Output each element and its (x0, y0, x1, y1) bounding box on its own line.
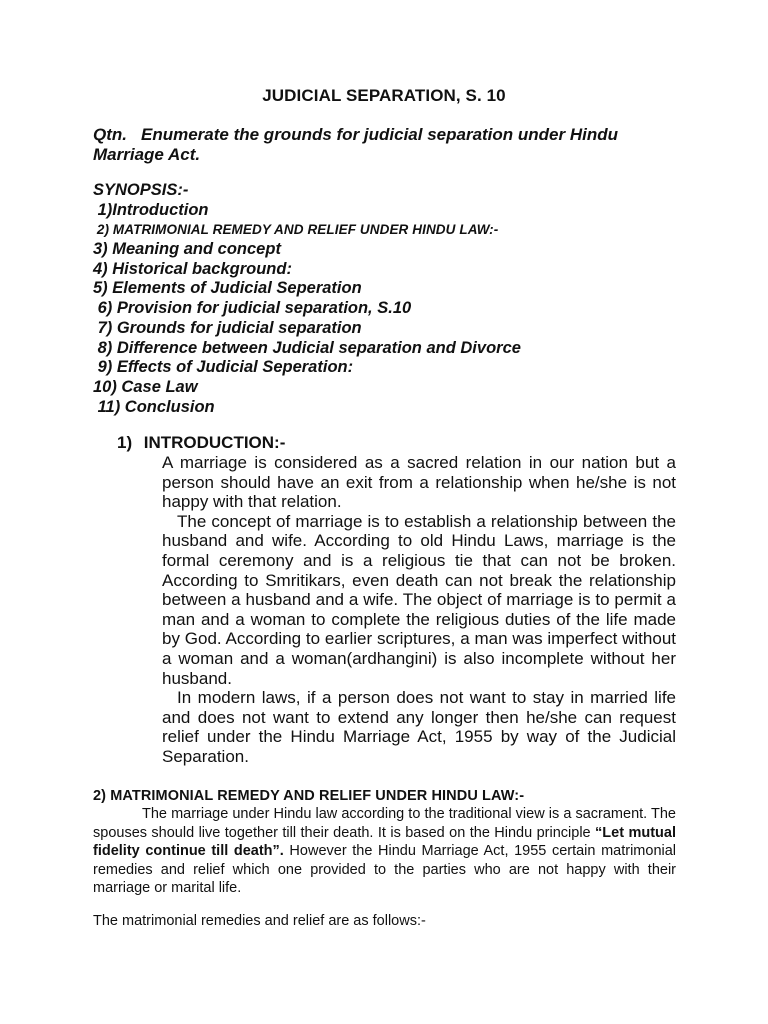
synopsis-item: 3) Meaning and concept (93, 240, 281, 259)
synopsis-item: 8) Difference between Judicial separation and Divorce (93, 338, 521, 357)
introduction-paragraph: The concept of marriage is to establish a relationship between the husband and wife. According to old Hindu Laws, marriage is the formal ceremony and is a religious tie that can not be broken. According to Smritikars, even death can not break the relationship between a husband and a wife. The object of marriage is to permit a man and a woman to complete the religious duties of the life made by God. According to earlier scriptures, a man was imperfect without a woman and a woman(ardhangini) is also incomplete without her husband. (162, 511, 676, 688)
synopsis-item: 4) Historical background: (93, 259, 292, 278)
synopsis-item: 6) Provision for judicial separation, S.10 (93, 299, 412, 318)
introduction-body (162, 453, 676, 767)
synopsis-item: 11) Conclusion (93, 397, 215, 416)
section2-text-after: However the Hindu Marriage Act, 1955 certain matrimonial remedies and relief which one provided to the parties who are not happy with their marriage or marital life. (93, 843, 677, 897)
remedies-intro-line: The matrimonial remedies and relief are as follows:- (93, 913, 426, 929)
introduction-number: 1) (117, 433, 133, 452)
synopsis-item: 10) Case Law (93, 377, 198, 396)
introduction-heading-text: INTRODUCTION:- (143, 433, 286, 452)
question-block (93, 125, 677, 165)
introduction-paragraph: A marriage is considered as a sacred relation in our nation but a person should have an exit from a relationship when he/she is not happy with that relation. (162, 453, 676, 512)
question-text: Enumerate the grounds for judicial separation under Hindu Marriage Act. (93, 125, 618, 164)
synopsis-item: 7) Grounds for judicial separation (93, 318, 362, 337)
synopsis-block (93, 181, 693, 417)
section2-paragraph (93, 805, 676, 898)
section2-heading: 2) MATRIMONIAL REMEDY AND RELIEF UNDER HINDU LAW:- (93, 788, 525, 804)
synopsis-item: 1)Introduction (93, 200, 209, 219)
section2-text-before: The marriage under Hindu law according to the traditional view is a sacrament. The spouses should live together till their death. It is based on the Hindu principle (93, 806, 676, 841)
introduction-paragraph: In modern laws, if a person does not want to stay in married life and does not want to extend any longer then he/she can request relief under the Hindu Marriage Act, 1955 by way of the Judicial Separation. (162, 688, 676, 766)
section2-body (93, 805, 676, 898)
synopsis-item: 5) Elements of Judicial Seperation (93, 279, 362, 298)
synopsis-item: 2) MATRIMONIAL REMEDY AND RELIEF UNDER HINDU LAW:- (93, 222, 499, 238)
synopsis-item: 9) Effects of Judicial Seperation: (93, 358, 354, 377)
synopsis-heading: SYNOPSIS:- (93, 181, 189, 199)
question-label: Qtn. (93, 125, 127, 144)
introduction-heading (117, 433, 285, 453)
section2-quote: “Let mutual fidelity continue till death”. (93, 824, 676, 860)
document-title: JUDICIAL SEPARATION, S. 10 (262, 86, 506, 105)
